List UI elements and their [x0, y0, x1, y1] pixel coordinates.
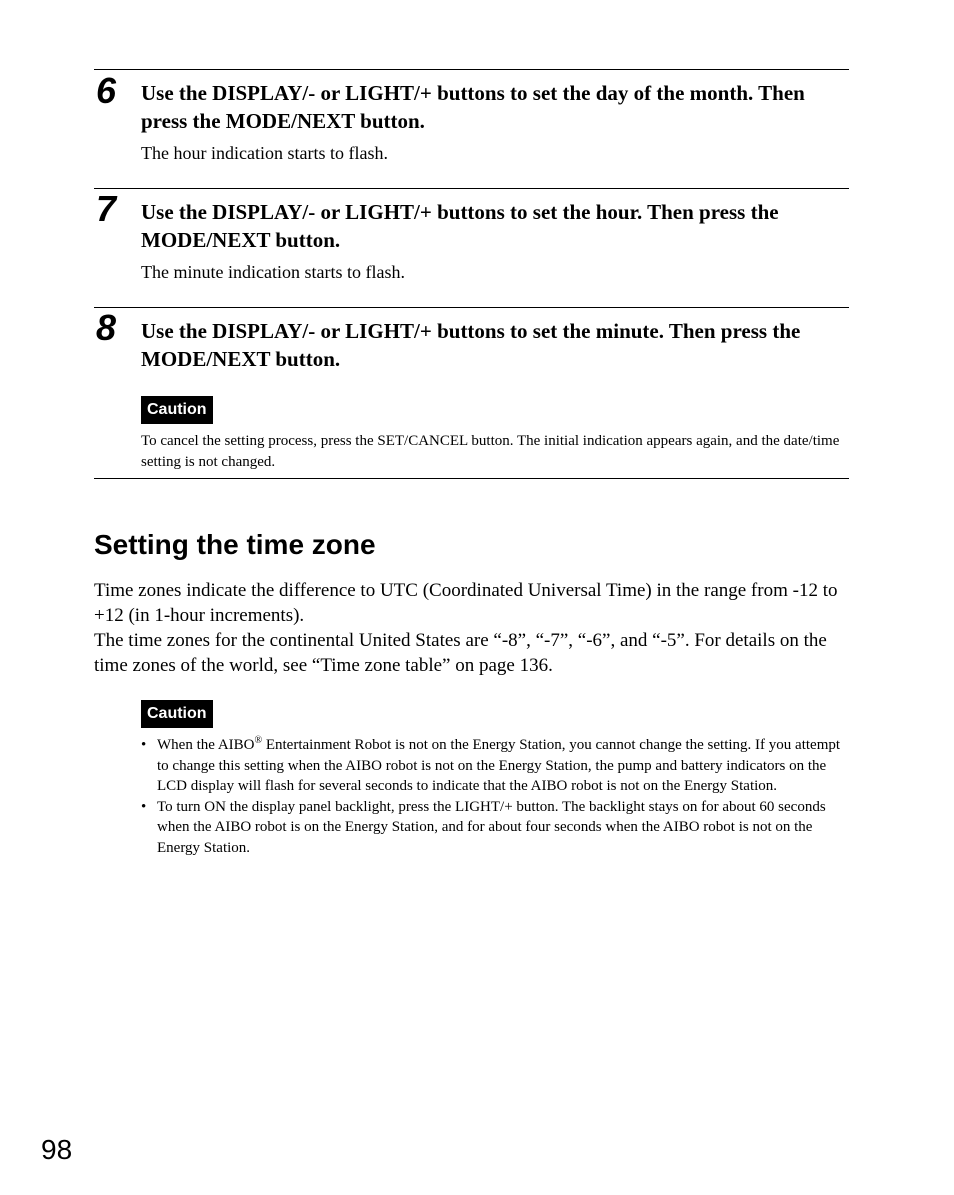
- divider-end-steps: [94, 478, 849, 479]
- step-6-heading: Use the DISPLAY/- or LIGHT/+ buttons to set the day of the month. Then press the MODE/NEXT button.: [141, 81, 805, 133]
- time-zone-paragraph-2: The time zones for the continental United States are “-8”, “-7”, “-6”, and “-5”. For details on the time zones of the world, see “Time zone table” on page 136.: [94, 630, 827, 676]
- step-7-heading: Use the DISPLAY/- or LIGHT/+ buttons to set the hour. Then press the MODE/NEXT button.: [141, 200, 779, 252]
- step-7-note: The minute indication starts to flash.: [141, 262, 405, 282]
- caution-bullet-list: [141, 735, 853, 858]
- step-8-caution-text: To cancel the setting process, press the SET/CANCEL button. The initial indication appears again, and the date/time setting is not changed.: [141, 433, 840, 470]
- divider-step-8: [94, 307, 849, 308]
- step-number-6: 6: [96, 70, 117, 111]
- caution-badge-time-zone: Caution: [141, 700, 213, 728]
- bullet-2-text: To turn ON the display panel backlight, press the LIGHT/+ button. The backlight stays on for about 60 seconds when the AIBO robot is on the Energy Station, and for about four seconds when the AIBO robot is not on the Energy Station.: [157, 798, 826, 856]
- divider-step-6: [94, 69, 849, 70]
- section-title: Setting the time zone: [94, 529, 376, 560]
- bullet-1-text-start: When the AIBO: [157, 737, 255, 753]
- list-item: [141, 797, 853, 859]
- step-number-8: 8: [96, 307, 117, 348]
- list-item: [141, 735, 853, 797]
- time-zone-paragraph-1: Time zones indicate the difference to UTC (Coordinated Universal Time) in the range from -12 to +12 (in 1-hour increments).: [94, 580, 838, 626]
- registered-mark: ®: [254, 735, 263, 746]
- bullet-icon: •: [141, 737, 147, 753]
- caution-badge-step-8: Caution: [141, 396, 213, 424]
- step-6-note: The hour indication starts to flash.: [141, 143, 388, 163]
- step-number-7: 7: [96, 188, 117, 229]
- divider-step-7: [94, 188, 849, 189]
- page-number: 98: [41, 1134, 73, 1165]
- bullet-1-text-rest: Entertainment Robot is not on the Energy Station, you cannot change the setting. If you attempt to change this setting when the AIBO robot is not on the Energy Station, the pump and battery indicators on the LCD display will flash for several seconds to indicate that the AIBO robot is not on the Energy Station.: [157, 737, 841, 794]
- step-8-heading: Use the DISPLAY/- or LIGHT/+ buttons to set the minute. Then press the MODE/NEXT button.: [141, 319, 801, 371]
- bullet-icon: •: [141, 798, 147, 815]
